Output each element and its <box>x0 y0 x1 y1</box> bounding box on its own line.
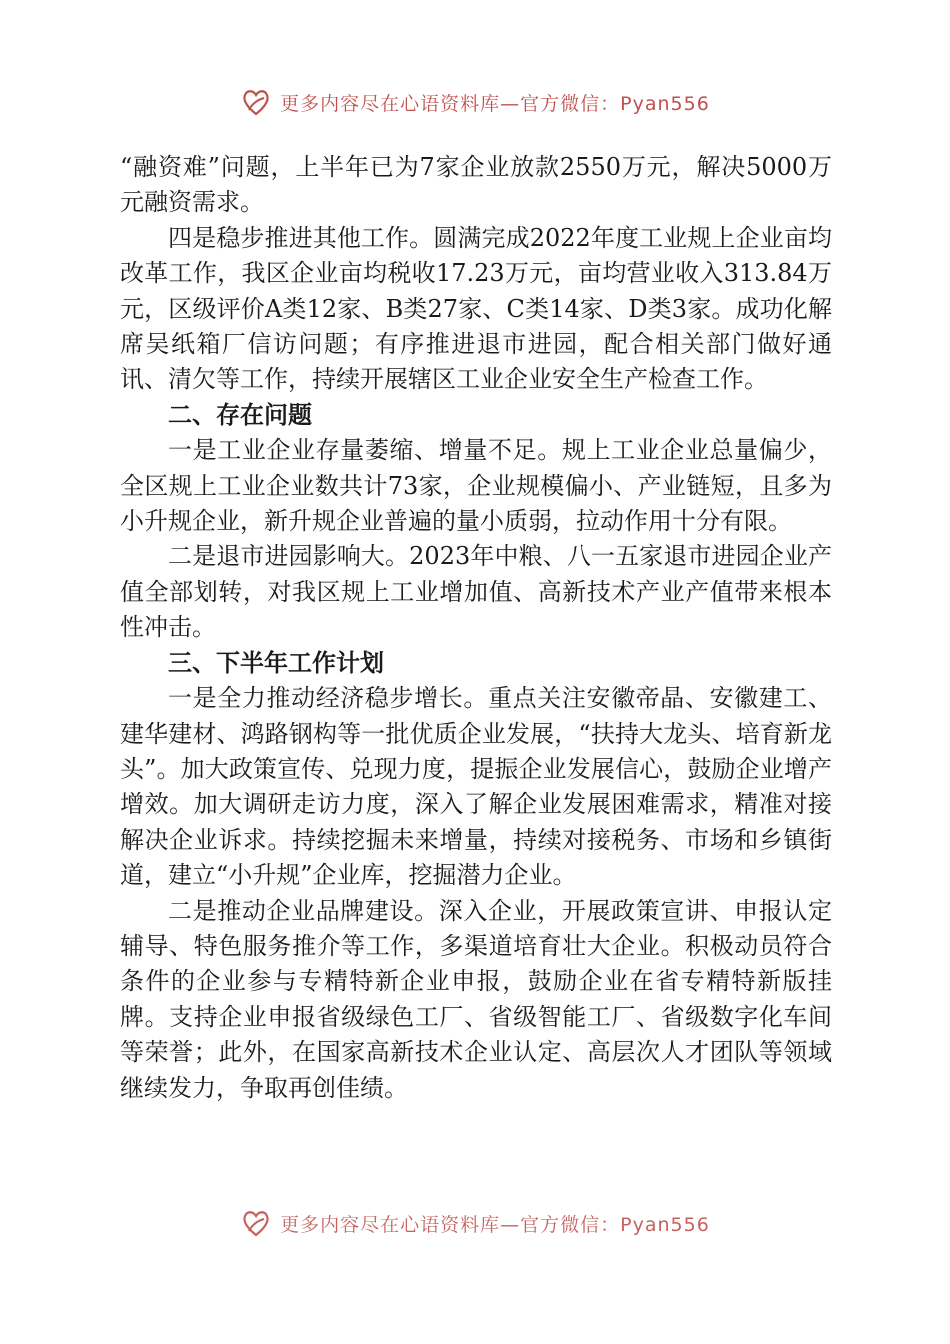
watermark-text: 更多内容尽在心语资料库—官方微信：Pyan556 <box>280 1213 710 1236</box>
paragraph-plan-brand: 二是推动企业品牌建设。深入企业，开展政策宣讲、申报认定辅导、特色服务推介等工作，多渠道培育壮大企业。积极动员符合条件的企业参与专精特新企业申报，鼓励企业在省专精特新版挂牌。支持企业申报省级绿色工厂、省级智能工厂、省级数字化车间等荣誉；此外，在国家高新技术企业认定、高层次人才团队等领域继续发力，争取再创佳绩。 <box>120 896 832 1102</box>
heading-existing-problems: 二、存在问题 <box>168 400 312 429</box>
watermark-footer <box>0 1207 950 1239</box>
heart-leaf-logo-icon <box>240 86 272 118</box>
paragraph-plan-growth: 一是全力推动经济稳步增长。重点关注安徽帝晶、安徽建工、建华建材、鸿路钢构等一批优质企业发展，“扶持大龙头、培育新龙头”。加大政策宣传、兑现力度，提振企业发展信心，鼓励企业增产增效。加大调研走访力度，深入了解企业发展困难需求，精准对接解决企业诉求。持续挖掘未来增量，持续对接税务、市场和乡镇街道，建立“小升规”企业库，挖掘潜力企业。 <box>120 684 832 890</box>
document-body <box>120 150 832 1106</box>
paragraph-problem-stock: 一是工业企业存量萎缩、增量不足。规上工业企业总量偏少，全区规上工业企业数共计73家，企业规模偏小、产业链短，且多为小升规企业，新升规企业普遍的量小质弱，拉动作用十分有限。 <box>120 436 832 536</box>
heart-leaf-logo-icon <box>240 1207 272 1239</box>
heading-second-half-plan: 三、下半年工作计划 <box>168 648 384 677</box>
watermark-text: 更多内容尽在心语资料库—官方微信：Pyan556 <box>280 92 710 115</box>
paragraph-financing: “融资难”问题，上半年已为7家企业放款2550万元，解决5000万元融资需求。 <box>120 153 832 217</box>
watermark-header <box>0 86 950 118</box>
paragraph-problem-relocation: 二是退市进园影响大。2023年中粮、八一五家退市进园企业产值全部划转，对我区规上工业增加值、高新技术产业产值带来根本性冲击。 <box>120 542 832 642</box>
paragraph-other-work: 四是稳步推进其他工作。圆满完成2022年度工业规上企业亩均改革工作，我区企业亩均税收17.23万元，亩均营业收入313.84万元，区级评价A类12家、B类27家、C类14家、D类3家。成功化解席吴纸箱厂信访问题；有序推进退市进园，配合相关部门做好通讯、清欠等工作，持续开展辖区工业企业安全生产检查工作。 <box>120 223 832 394</box>
